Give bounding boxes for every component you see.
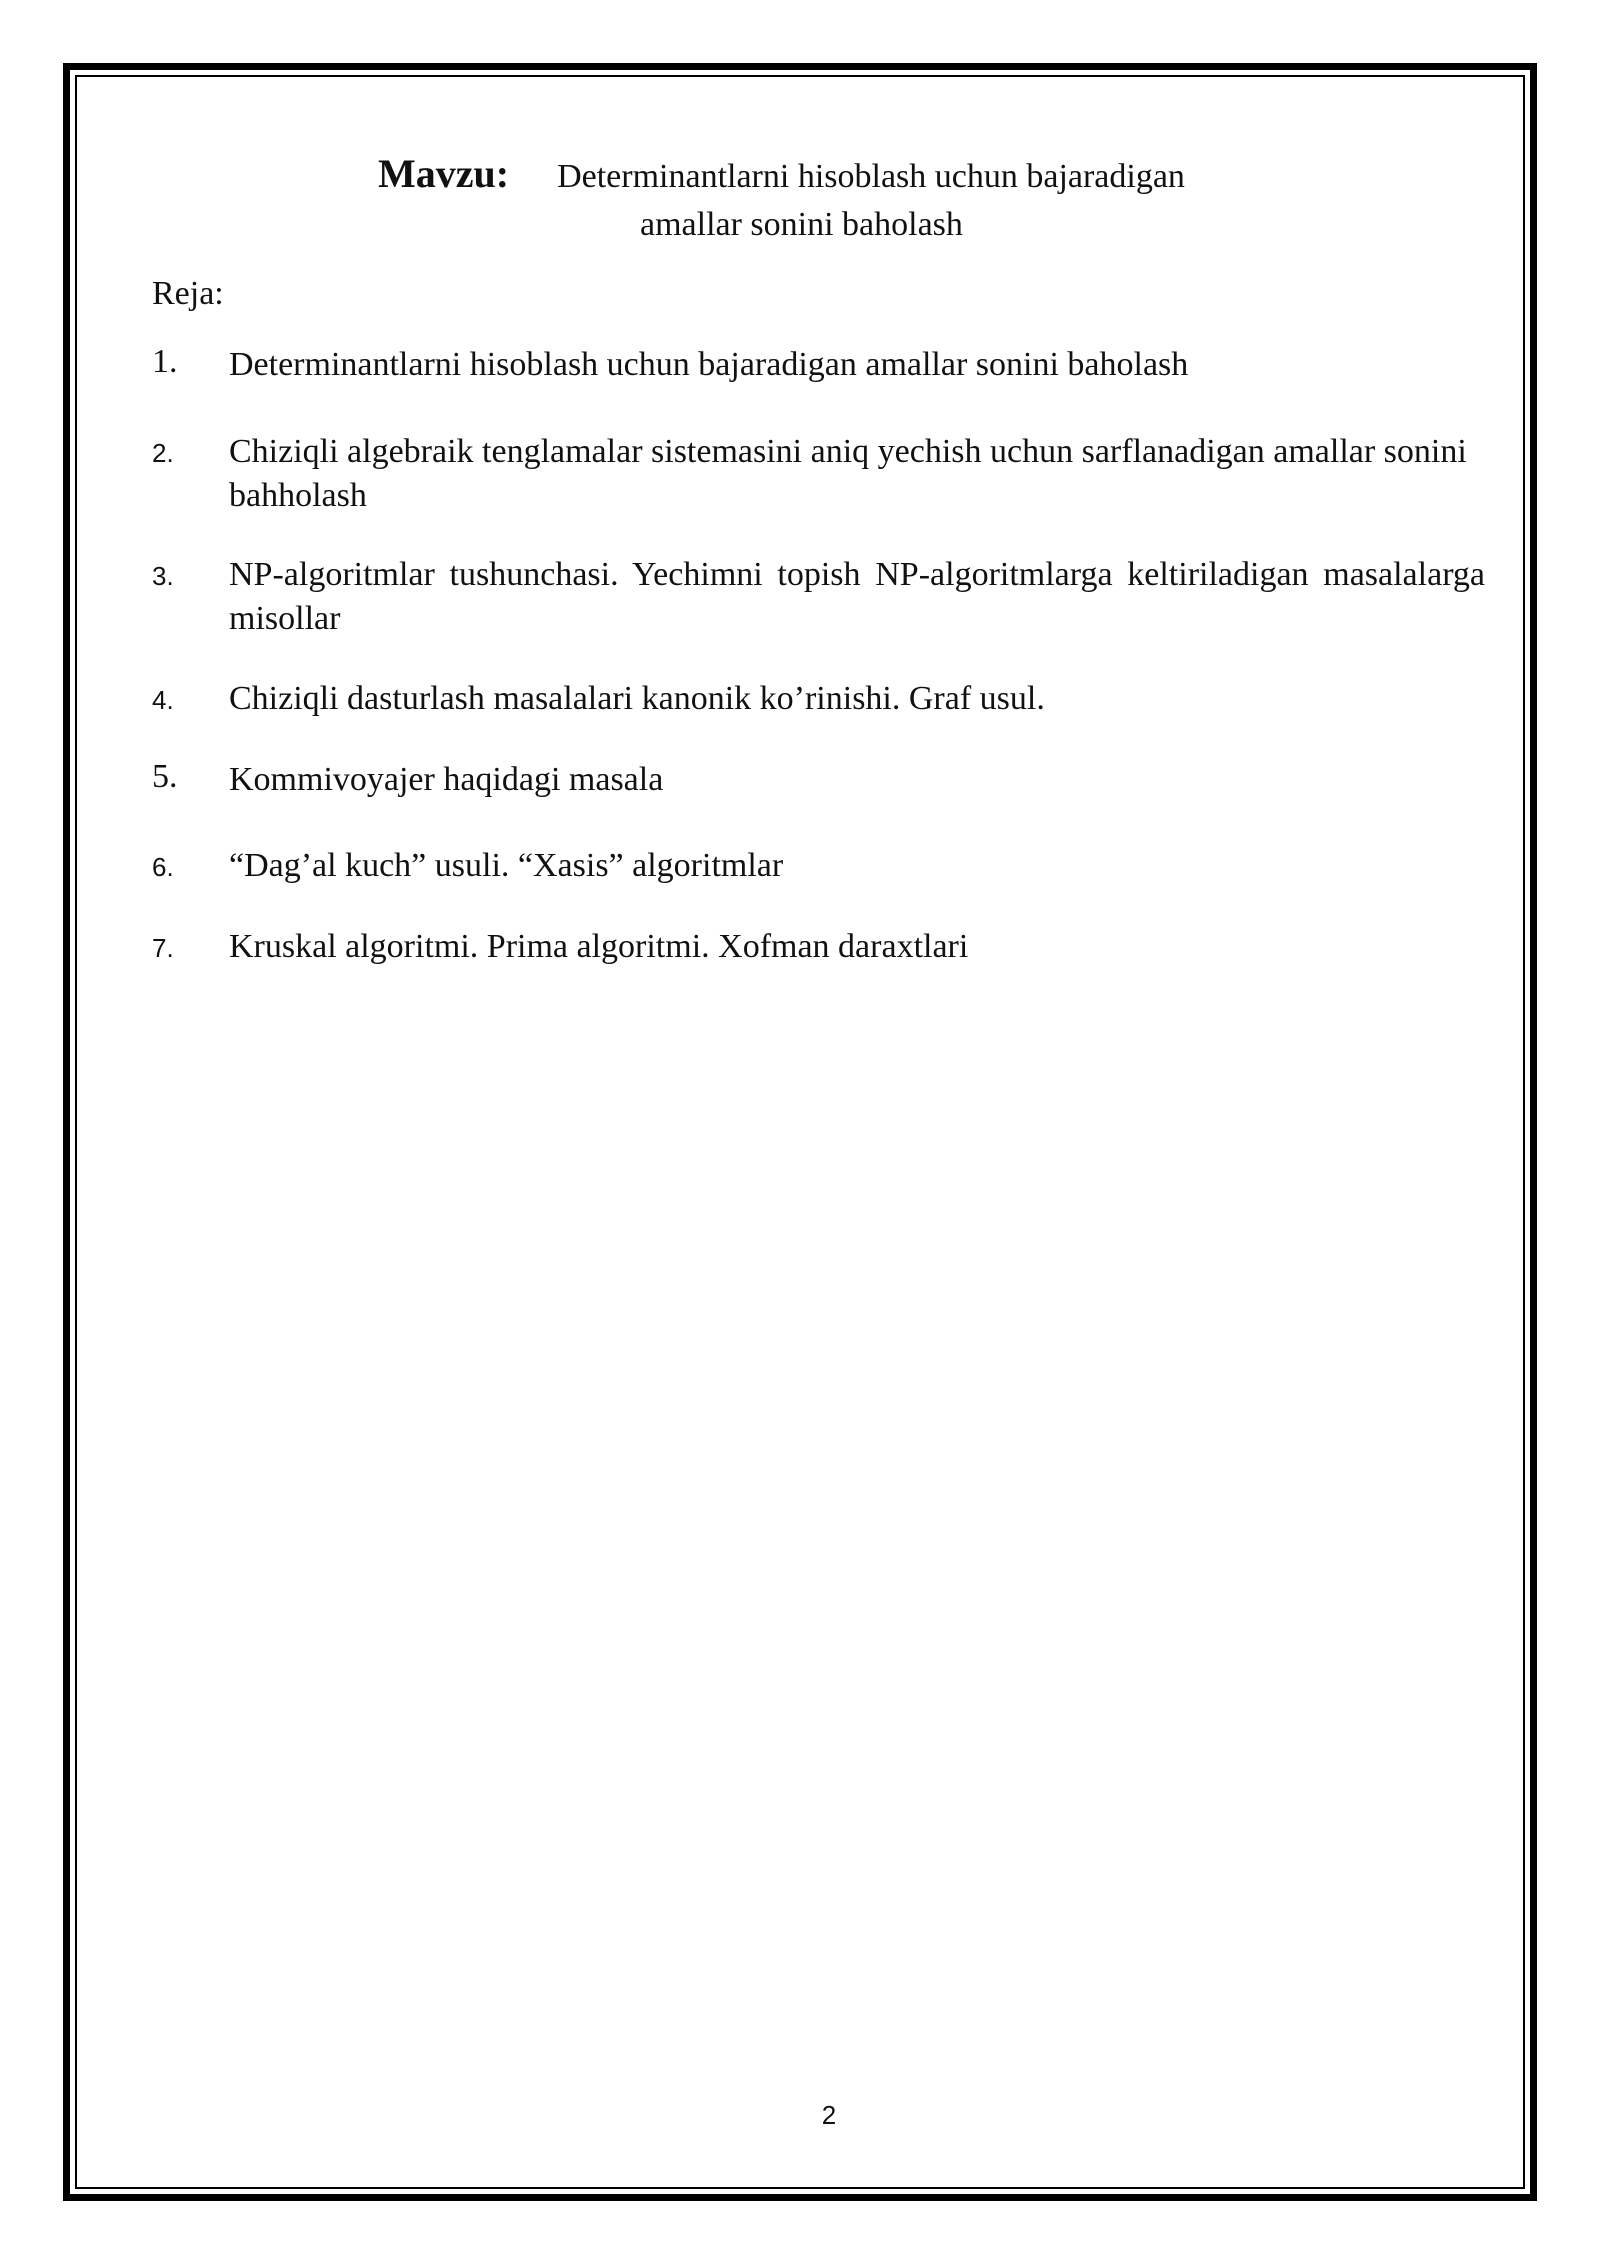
page-border-inner — [75, 75, 1525, 2189]
plan-item-text: Chiziqli dasturlash masalalari kanonik ko’rinishi. Graf usul. — [229, 680, 1045, 717]
topic-title — [378, 150, 1185, 197]
plan-item-number: 3. — [152, 561, 174, 591]
topic-line-2: amallar sonini baholash — [640, 206, 963, 243]
plan-item-number: 5. — [152, 758, 178, 795]
topic-label: Mavzu: — [378, 151, 510, 196]
plan-heading: Reja: — [152, 275, 224, 312]
plan-item-text: NP-algoritmlar tushunchasi. Yechimni topish NP-algoritmlarga keltiriladigan masalalarga misollar — [229, 556, 1485, 637]
plan-item-number: 7. — [152, 933, 174, 963]
plan-item-text: Determinantlarni hisoblash uchun bajaradigan amallar sonini baholash — [229, 346, 1189, 383]
plan-item-number: 2. — [152, 438, 174, 468]
plan-item-text: Kommivoyajer haqidagi masala — [229, 761, 664, 798]
plan-item-number: 1. — [152, 343, 178, 380]
page-number: 2 — [821, 2100, 837, 2130]
plan-item-number: 4. — [152, 685, 174, 715]
plan-item-number: 6. — [152, 852, 174, 882]
plan-item-text: Chiziqli algebraik tenglamalar sistemasini aniq yechish uchun sarflanadigan amallar sonini bahholash — [229, 433, 1467, 514]
topic-line-1: Determinantlarni hisoblash uchun bajaradigan — [557, 158, 1185, 195]
plan-item-text: “Dag’al kuch” usuli. “Xasis” algoritmlar — [229, 847, 784, 884]
plan-item-text: Kruskal algoritmi. Prima algoritmi. Xofman daraxtlari — [229, 928, 969, 965]
